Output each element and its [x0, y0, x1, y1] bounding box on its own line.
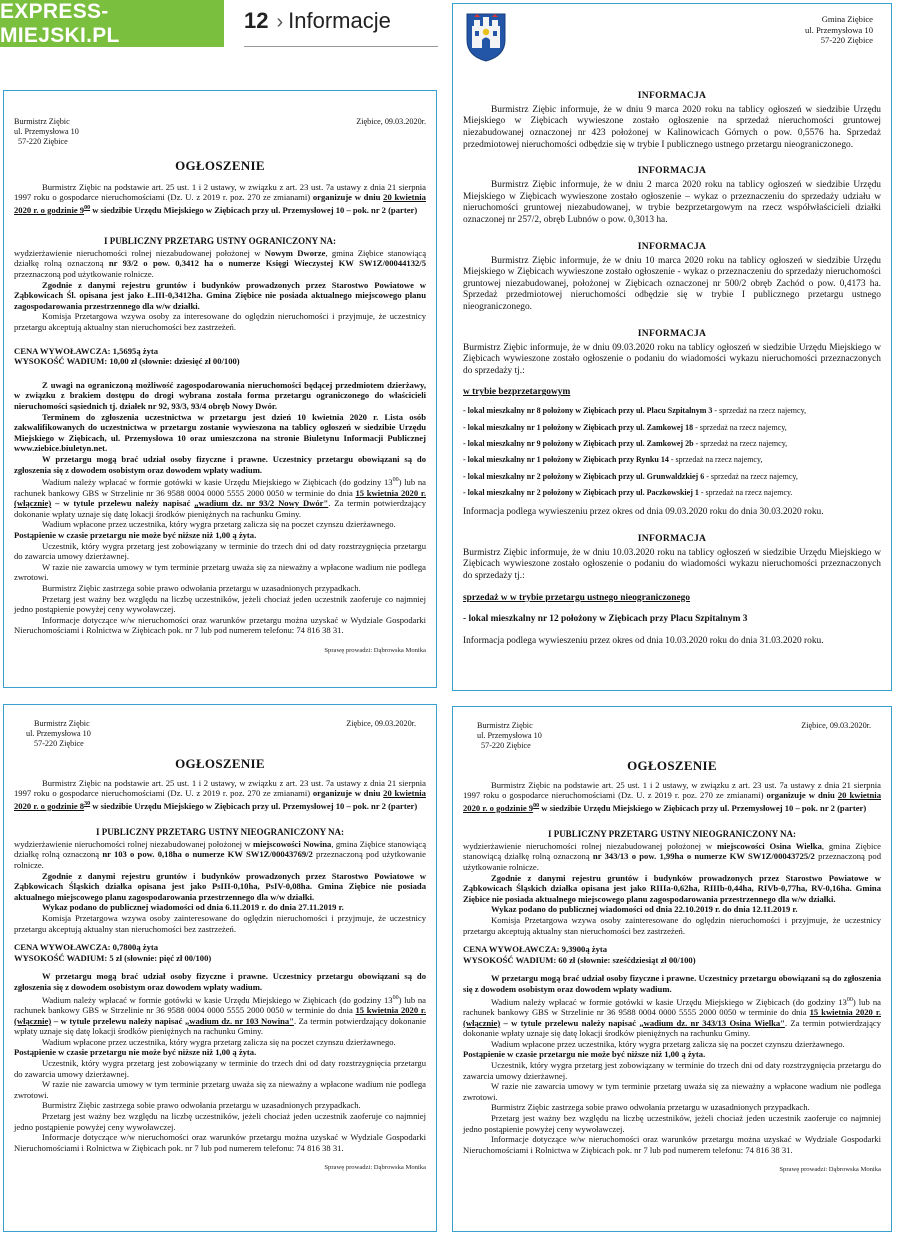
desc-parcel: nr 343/13 o pow. 1,99ha o numerze KW SW1Z/00043725/2 [592, 851, 815, 862]
bid-increment: Postąpienie w czasie przetargu nie może być niższe niż 1,00 ą żyta. [463, 1049, 706, 1060]
sender-line: Burmistrz Ziębic [34, 719, 90, 728]
header-divider [244, 46, 438, 47]
notice-header [14, 719, 426, 749]
payment-text: – w tytule przelewu należy napisać [500, 1017, 640, 1028]
municipality-address [463, 14, 873, 46]
notice-title: OGŁOSZENIE [175, 158, 265, 173]
info-text-plac-szpitalny: Burmistrz Ziębic informuje, że w dniu 10.03.2020 roku na tablicy ogłoszeń w siedzibie Urzędu Miejskiego w Ziębicach wywieszone zostało ogłoszenie o podaniu do wiadomości wykazu nieruchomości przeznaczonych do sprzedaży tj.: [463, 547, 881, 581]
page-number: 12 [244, 8, 269, 33]
forfeit-info: W razie nie zawarcia umowy w tym terminie przetarg uważa się za nieważny a wpłacone wadium nie podlega zwrotowi. [463, 1081, 881, 1102]
winner-obligation: Uczestnik, który wygra przetarg jest zobowiązany w terminie do trzech dni od daty rozstrzygnięcia przetargu do zawarcia umowy dzierżawnej. [14, 1057, 426, 1079]
flat-list-item: - lokal mieszkalny nr 12 położony w Ziębicach przy Placu Szpitalnym 3 [463, 614, 748, 625]
info-text-kalinowice: Burmistrz Ziębic informuje, że w dniu 9 marca 2020 roku na tablicy ogłoszeń w siedzibie Urzędu Miejskiego w Ziębicach wywieszone zostało ogłoszenie na sprzedaż nieruchomości gruntowej niezabudowanej oznaczonej nr 423 położonej w Kalinowicach Górnych o pow. 0,5576 ha. Sprzedaż przedmiotowej nieruchomości odbędzie się w trybie I publicznego ustnego przetargu nieograniczonego. [463, 104, 881, 150]
flat-list-item: - lokal mieszkalny nr 1 położony w Ziębicach przy Rynku 14 - sprzedaż na rzecz najemcy, [463, 455, 763, 465]
notice-title: OGŁOSZENIE [627, 758, 717, 773]
info-heading: INFORMACJA [637, 165, 707, 177]
auction-type: I PUBLICZNY PRZETARG USTNY NIEOGRANICZONY NA: [95, 827, 345, 838]
flat-list-item: - lokal mieszkalny nr 8 położony w Ziębicach przy ul. Placu Szpitalnym 3 - sprzedaż na rzecz najemcy, [463, 406, 807, 416]
desc-parcel: nr 93/2 o pow. 0,3412 ha o numerze Księgi Wieczystej KW SW1Z/00044132/5 [108, 258, 426, 269]
inspection-info: Komisja Przetargowa wzywa osoby zainteresowane do oględzin nieruchomości i przyjmuje, że uczestnicy przetargu akceptują aktualny stan nieruchomości bez zastrzeżeń. [14, 912, 426, 934]
info-text-zachod: Burmistrz Ziębic informuje, że w dniu 10 marca 2020 roku na tablicy ogłoszeń w siedzibie Urzędu Miejskiego w Ziębicach wywieszone zostało ogłoszenie - wykaz o przeznaczeniu do sprzedaży nieruchomości gruntowej niezabudowanej, położonej w Ziębicach oznaczonej nr 500/2 obręb Zachód o pow. 0,4173 ha. Sprzedaż przedmiotowej nieruchomości odbędzie się w trybie I publicznego przetargu ustnego nieograniczonego. [463, 255, 881, 312]
restriction-info: Z uwagi na ograniczoną możliwość zagospodarowania nieruchomości będącej przedmiotem dzierżawy, w związku z brakiem dostępu do drogi wybrana została forma przetargu ograniczonego do właścicieli nieruchomości sąsiednich tj. działek nr 92, 93/3, 93/4 obręb Nowy Dwór. [14, 379, 426, 411]
register-info: Zgodnie z danymi rejestru gruntów i budynków prowadzonych przez Starostwo Powiatowe w Ząbkowicach Śląskich działka opisana jest jako PsIII-0,10ha, PsIV-0,08ha. Gmina Ziębice nie posiada aktualnego miejscowego planu zagospodarowania przestrzennego dla w/w działki. [14, 870, 426, 902]
inspection-info: Komisja Przetargowa wzywa osoby za interesowane do oględzin nieruchomości i przyjmuje, że uczestnicy przetargu akceptują aktualny stan nieruchomości bez zastrzeżeń. [14, 311, 426, 332]
bid-increment: Postąpienie w czasie przetargu nie może być niższe niż 1,00 ą żyta. [14, 1047, 257, 1058]
auction-minutes: 30 [84, 800, 91, 807]
desc-text: przeznaczoną pod użytkowanie rolnicze. [14, 849, 426, 871]
payment-text: ) lub na rachunek bankowy GBS w Strzelinie nr 36 9588 0004 0000 5555 2000 0050 w terminie do dnia [14, 476, 426, 498]
payment-deadline: 15 kwietnia 2020 r. (włącznie) [14, 487, 427, 509]
sender-address [14, 719, 91, 749]
sender-address [14, 117, 79, 147]
intro-bold: organizuje w dniu [312, 788, 384, 799]
payment-text: – w tytule przelewu należy napisać [51, 1015, 185, 1026]
sender-line: ul. Przemysłowa 10 [14, 127, 79, 136]
notice-date: Ziębice, 09.03.2020r. [346, 719, 416, 728]
notice-header [463, 721, 881, 751]
deposit-payment [14, 993, 426, 1037]
starting-price: CENA WYWOŁAWCZA: 1,5695ą żyta [14, 345, 159, 356]
desc-text: przeznaczoną pod użytkowanie rolnicze. [14, 269, 154, 280]
auction-minutes: 00 [84, 204, 91, 211]
coat-of-arms-icon [465, 12, 507, 62]
address-line: Gmina Ziębice [821, 14, 873, 24]
deposit-credit: Wadium wpłacone przez uczestnika, który wygra przetarg zalicza się na poczet czynszu dzierżawnego. [42, 519, 396, 530]
payment-deadline: 15 kwietnia 2020 r. (włącznie) [14, 1005, 427, 1026]
validity-info: Przetarg jest ważny bez względu na liczbę uczestników, jeżeli chociaż jeden uczestnik zaoferuje co najmniej jedno postąpienie powyżej ceny wywoławczej. [463, 1112, 881, 1134]
info-heading: INFORMACJA [637, 240, 707, 252]
flat-list-item: - lokal mieszkalny nr 2 położony w Ziębicach przy ul. Grunwaldzkiej 6 - sprzedaż na rzecz najemcy, [463, 471, 798, 481]
intro-text: Burmistrz Ziębic na podstawie art. 25 ust. 1 i 2 ustawy, w związku z art. 23 ust. 7a ustawy z dnia 21 sierpnia 1997 roku o gospodarce nieruchomościami (Dz. U. z 2019 r. poz. 270 ze zmianami) [463, 779, 881, 801]
notice-date: Ziębice, 09.03.2020r. [356, 117, 426, 126]
deposit-amount: WYSOKOŚĆ WADIUM: 10,00 zł (słownie: dziesięć zł 00/100) [14, 356, 240, 367]
payment-text: Wadium należy wpłacać w formie gotówki w kasie Urzędu Miejskiego w Ziębicach (do godziny 13 [42, 476, 393, 487]
display-period: Informacja podlega wywieszeniu przez okres od dnia 10.03.2020 roku do dnia 31.03.2020 roku. [463, 635, 824, 646]
flat-list-item: - lokal mieszkalny nr 1 położony w Ziębicach przy ul. Zamkowej 18 - sprzedaż na rzecz najemcy, [463, 422, 787, 432]
payment-text: – w tytule przelewu należy napisać [51, 498, 195, 509]
register-info: Zgodnie z danymi rejestru gruntów i budynków prowadzonych przez Starostwo Powiatowe w Ząbkowicach Śląskich działka opisana jest jako RIIIa-0,62ha, RIIIb-0,44ha, RIVb-0,77ha, RV-0,16ha. Gmina Ziębice nie posiada aktualnego miejscowego planu zagospodarowania przestrzennego dla w/w działki. [463, 872, 881, 904]
notice-nowina [3, 704, 437, 1232]
sender-line: 57-220 Ziębice [34, 739, 84, 748]
intro-text: Burmistrz Ziębic na podstawie art. 25 ust. 1 i 2 ustawy, w związku z art. 23 ust. 7a ustawy z dnia 21 sierpnia 1997 roku o gospodarce nieruchomościami (Dz. U. z 2019 r. poz. 270 ze zmianami) [14, 777, 426, 799]
sender-line: 57-220 Ziębice [481, 741, 531, 750]
validity-info: Przetarg jest ważny bez względu na liczbę uczestników, jeżeli chociaż jeden uczestnik zaoferuje co najmniej jedno postąpienie powyżej ceny wywoławczej. [14, 593, 426, 615]
desc-text: , gmina Ziębice stanowiącą działkę rolną oznaczoną [14, 838, 427, 860]
sender-line: 57-220 Ziębice [18, 137, 68, 146]
notice-date: Ziębice, 09.03.2020r. [801, 721, 871, 730]
forfeit-info: W razie nie zawarcia umowy w tym terminie przetarg uważa się za nieważny a wpłacone wadium nie podlega zwrotowi. [14, 1079, 426, 1100]
brand-logo[interactable]: EXPRESS-MIEJSKI.PL [0, 0, 224, 47]
payment-title: „wadium dz. nr 93/2 Nowy Dwór" [194, 498, 329, 509]
registration-info: Terminem do zgłoszenia uczestnictwa w przetargu jest dzień 10 kwietnia 2020 r. Lista osób zakwalifikowanych do uczestnictwa w przetargu zostanie wywieszona na tablicy ogłoszeń w siedzibie Urzędu Miejskiego w Ziębicach, ul. Przemysłowa 10 oraz umieszczona na stronie Biuletynu Informacji Publicznej www.ziebice.biuletyn.net. [14, 411, 426, 454]
desc-location: Nowym Dworze [264, 247, 326, 258]
forfeit-info: W razie nie zawarcia umowy w tym terminie przetarg uważa się za nieważny a wpłacone wadium nie podlega zwrotowi. [14, 561, 426, 583]
info-text-lubnow: Burmistrz Ziębic informuje, że w dniu 2 marca 2020 roku na tablicy ogłoszeń w siedzibie Urzędu Miejskiego w Ziębicach wywieszone zostało ogłoszenie – wykaz o przeznaczeniu do sprzedaży udziału w nieruchomości gruntowej niezabudowanej, w trybie bezprzetargowym na rzecz współwłaścicieli działki oznaczonej nr 257/2, obręb Lubnów o pow. 0,3013 ha. [463, 180, 881, 225]
desc-text: wydzierżawienie nieruchomości rolnej niezabudowanej położonej w [463, 840, 717, 851]
validity-info: Przetarg jest ważny bez względu na liczbę uczestników, jeżeli chociaż jeden uczestnik zaoferuje co najmniej jedno postąpienie powyżej ceny wywoławczej. [14, 1110, 426, 1132]
case-officer: Sprawę prowadzi: Dąbrowska Monika [324, 1164, 426, 1172]
chevron-right-icon: › [276, 11, 284, 33]
deposit-amount: WYSOKOŚĆ WADIUM: 5 zł (słownie: pięć zł 00/100) [14, 952, 212, 963]
auction-type: I PUBLICZNY PRZETARG USTNY OGRANICZONY NA: [103, 236, 337, 247]
payment-text: . Za termin potwierdzający dokonanie wpłaty uznaje się datę lokacji środków pieniężnych na rachunku Gminy. [463, 1017, 881, 1039]
desc-text: wydzierżawienie nieruchomości rolnej niezabudowanej położonej w [14, 838, 254, 849]
participants-info: W przetargu mogą brać udział osoby fizyczne i prawne. Uczestnicy przetargu obowiązani są do zgłoszenia się z dowodem osobistym oraz dowodem wpłaty wadium. [463, 973, 881, 994]
auction-date: 20 kwietnia 2020 r. o godzinie 8 [14, 788, 426, 811]
flat-list-item: - lokal mieszkalny nr 2 położony w Ziębicach przy ul. Paczkowskiej 1 - sprzedaż na rzecz najemcy. [463, 488, 793, 498]
case-officer: Sprawę prowadzi: Dąbrowska Monika [324, 646, 426, 654]
intro-bold: organizuje w dniu [312, 192, 384, 203]
intro-bold: organizuje w dniu [766, 790, 838, 801]
notice-title: OGŁOSZENIE [175, 756, 265, 771]
contact-info: Informacje dotyczące w/w nieruchomości oraz warunków przetargu można uzyskać w Wydziale Gospodarki Nieruchomościami i Rolnictwa w Ziębicach pok. nr 7 lub pod numerem telefonu: 74 816 38 31. [14, 614, 426, 636]
payment-text: Wadium należy wpłacać w formie gotówki w kasie Urzędu Miejskiego w Ziębicach (do godziny 13 [491, 996, 847, 1007]
sender-line: ul. Przemysłowa 10 [26, 729, 91, 738]
property-description [14, 839, 426, 871]
info-heading: INFORMACJA [637, 532, 707, 544]
desc-text: , gmina Ziębice stanowiącą działkę rolną oznaczoną [463, 840, 881, 862]
desc-text: wydzierżawienie nieruchomości rolnej niezabudowanej położonej w [14, 247, 265, 258]
sale-mode: sprzedaż w w trybie przetargu ustnego nieograniczonego [463, 592, 691, 603]
sender-line: Burmistrz Ziębic [14, 117, 70, 126]
payment-sup: 00 [846, 996, 853, 1003]
cancel-right: Burmistrz Ziębic zastrzega sobie prawo odwołania przetargu w uzasadnionych przypadkach. [42, 1100, 361, 1111]
property-description [463, 841, 881, 873]
intro-text: Burmistrz Ziębic na podstawie art. 25 ust. 1 i 2 ustawy, w związku z art. 23 ust. 7a ustawy z dnia 21 sierpnia 1997 roku o gospodarce nieruchomościami (Dz. U. z 2019 r. poz. 270 ze zmianami) [14, 181, 426, 203]
payment-text: Wadium należy wpłacać w formie gotówki w kasie Urzędu Miejskiego w Ziębicach (do godziny 13 [42, 994, 393, 1005]
auction-type: I PUBLICZNY PRZETARG USTNY NIEOGRANICZONY NA: [547, 829, 797, 840]
list-period: Wykaz podano do publicznej wiadomości od dnia 22.10.2019 r. do dnia 12.11.2019 r. [491, 904, 798, 915]
deposit-payment [463, 995, 881, 1039]
winner-obligation: Uczestnik, który wygra przetarg jest zobowiązany w terminie do trzech dni od daty rozstrzygnięcia przetargu do zawarcia umowy dzierżawnej. [463, 1059, 881, 1081]
desc-text: przeznaczoną pod użytkowanie rolnicze. [463, 851, 882, 873]
payment-text: . Za termin potwierdzający dokonanie wpłaty uznaje się datę lokacji środków pieniężnych na rachunku Gminy. [14, 498, 426, 519]
deposit-payment [14, 475, 426, 519]
section-title: Informacje [288, 8, 391, 33]
deposit-credit: Wadium wpłacone przez uczestnika, który wygra przetarg zalicza się na poczet czynszu dzierżawnego. [491, 1038, 845, 1049]
flat-list-item: - lokal mieszkalny nr 9 położony w Ziębicach przy ul. Zamkowej 2b - sprzedaż na rzecz najemcy, [463, 439, 788, 449]
desc-location: miejscowości Osina Wielka [716, 840, 822, 851]
sale-mode: w trybie bezprzetargowym [463, 387, 571, 398]
auction-place: w siedzibie Urzędu Miejskiego w Ziębicach przy ul. Przemysłowej 10 – pok. nr 2 (parter) [90, 204, 418, 215]
information-panel [452, 3, 892, 691]
payment-text: ) lub na rachunek bankowy GBS w Strzelinie nr 36 9588 0004 0000 5555 2000 0050 w terminie do dnia [463, 996, 881, 1017]
notice-osina-wielka [452, 706, 892, 1232]
deposit-amount: WYSOKOŚĆ WADIUM: 60 zł (słownie: sześćdziesiąt zł 00/100) [463, 954, 696, 965]
payment-text: ) lub na rachunek bankowy GBS w Strzelinie nr 36 9588 0004 0000 5555 2000 0050 w terminie do dnia [14, 994, 426, 1015]
auction-date: 20 kwietnia 2020 r. o godzinie 9 [463, 790, 881, 813]
payment-deadline: 15 kwietnia 2020 r. (włącznie) [463, 1007, 881, 1028]
register-info: Zgodnie z danymi rejestru gruntów i budynków prowadzonych przez Starostwo Powiatowe w Ząbkowicach Śl. opisana jest jako Ł.III-0,3412ha. Gmina Ziębice nie posiada aktualnego miejscowego planu zagospodarowania przestrzennego dla w/w działki. [14, 279, 426, 311]
notice-intro [14, 778, 426, 812]
case-officer: Sprawę prowadzi: Dąbrowska Monika [779, 1166, 881, 1174]
auction-place: w siedzibie Urzędu Miejskiego w Ziębicach przy ul. Przemysłowej 10 – pok. nr 2 (parter) [90, 800, 418, 811]
participants-info: W przetargu mogą brać udział osoby fizyczne i prawne. Uczestnicy przetargu obowiązani są do zgłoszenia się z dowodem osobistym oraz dowodem wpłaty wadium. [14, 971, 426, 992]
desc-parcel: nr 103 o pow. 0,18ha o numerze KW SW1Z/00043769/2 [102, 849, 313, 860]
info-heading: INFORMACJA [637, 89, 707, 101]
starting-price: CENA WYWOŁAWCZA: 0,7800ą żyta [14, 942, 159, 953]
cancel-right: Burmistrz Ziębic zastrzega sobie prawo odwołania przetargu w uzasadnionych przypadkach. [42, 582, 361, 593]
desc-location: miejscowości Nowina [253, 838, 332, 849]
property-description [14, 248, 426, 280]
address-line: 57-220 Ziębice [820, 35, 873, 46]
starting-price: CENA WYWOŁAWCZA: 9,3900ą żyta [463, 944, 608, 955]
desc-text: , gmina Ziębice stanowiącą działkę rolną oznaczoną [14, 247, 427, 269]
payment-sup: 00 [392, 477, 399, 484]
winner-obligation: Uczestnik, który wygra przetarg jest zobowiązany w terminie do trzech dni od daty rozstrzygnięcia przetargu do zawarcia umowy dzierżawnej. [14, 540, 426, 562]
auction-date: 20 kwietnia 2020 r. o godzinie 9 [14, 192, 426, 215]
sender-line: ul. Przemysłowa 10 [477, 731, 542, 740]
payment-sup: 00 [392, 994, 399, 1001]
display-period: Informacja podlega wywieszeniu przez okres od dnia 09.03.2020 roku do dnia 30.03.2020 roku. [463, 507, 824, 518]
deposit-credit: Wadium wpłacone przez uczestnika, który wygra przetarg zalicza się na poczet czynszu dzierżawnego. [42, 1036, 396, 1047]
notice-intro [14, 182, 426, 216]
auction-minutes: 00 [533, 802, 540, 809]
notice-intro [463, 780, 881, 814]
sender-address [463, 721, 542, 751]
address-line: ul. Przemysłowa 10 [804, 24, 873, 35]
info-heading: INFORMACJA [637, 327, 707, 339]
list-period: Wykaz podano do publicznej wiadomości od dnia 6.11.2019 r. do dnia 27.11.2019 r. [42, 902, 344, 913]
payment-text: . Za termin potwierdzający dokonanie wpłaty uznaje się datę lokacji środków pieniężnych na rachunku Gminy. [14, 1015, 427, 1037]
inspection-info: Komisja Przetargowa wzywa osoby zainteresowane do oględzin nieruchomości i przyjmuje, że uczestnicy przetargu akceptują aktualny stan nieruchomości bez zastrzeżeń. [463, 914, 881, 936]
bid-increment: Postąpienie w czasie przetargu nie może być niższe niż 1,00 ą żyta. [14, 529, 257, 540]
payment-title: „wadium dz. nr 103 Nowina" [184, 1015, 294, 1026]
section-header [244, 8, 391, 34]
contact-info: Informacje dotyczące w/w nieruchomości oraz warunków przetargu można uzyskać w Wydziale Gospodarki Nieruchomościami i Rolnictwa w Ziębicach pok. nr 7 lub pod numerem telefonu: 74 816 38 31. [463, 1134, 881, 1155]
auction-place: w siedzibie Urzędu Miejskiego w Ziębicach przy ul. Przemysłowej 10 – pok. nr 2 (parter) [539, 802, 867, 813]
notice-nowy-dwor [3, 90, 437, 688]
notice-header [14, 117, 426, 147]
payment-title: „wadium dz. nr 343/13 Osina Wielka" [639, 1017, 785, 1028]
info-text-flats: Burmistrz Ziębic informuje, że w dniu 09.03.2020 roku na tablicy ogłoszeń w siedzibie Urzędu Miejskiego w Ziębicach wywieszone zostało ogłoszenie o podaniu do wiadomości wykazu nieruchomości przeznaczonych do sprzedaży tj.: [463, 342, 881, 376]
participants-info: W przetargu mogą brać udział osoby fizyczne i prawne. Uczestnicy przetargu obowiązani są do zgłoszenia się z dowodem osobistym oraz dowodem wpłaty wadium. [14, 453, 426, 475]
sender-line: Burmistrz Ziębic [477, 721, 533, 730]
cancel-right: Burmistrz Ziębic zastrzega sobie prawo odwołania przetargu w uzasadnionych przypadkach. [491, 1102, 810, 1113]
contact-info: Informacje dotyczące w/w nieruchomości oraz warunków przetargu można uzyskać w Wydziale Gospodarki Nieruchomościami i Rolnictwa w Ziębicach pok. nr 7 lub pod numerem telefonu: 74 816 38 31. [14, 1132, 426, 1153]
